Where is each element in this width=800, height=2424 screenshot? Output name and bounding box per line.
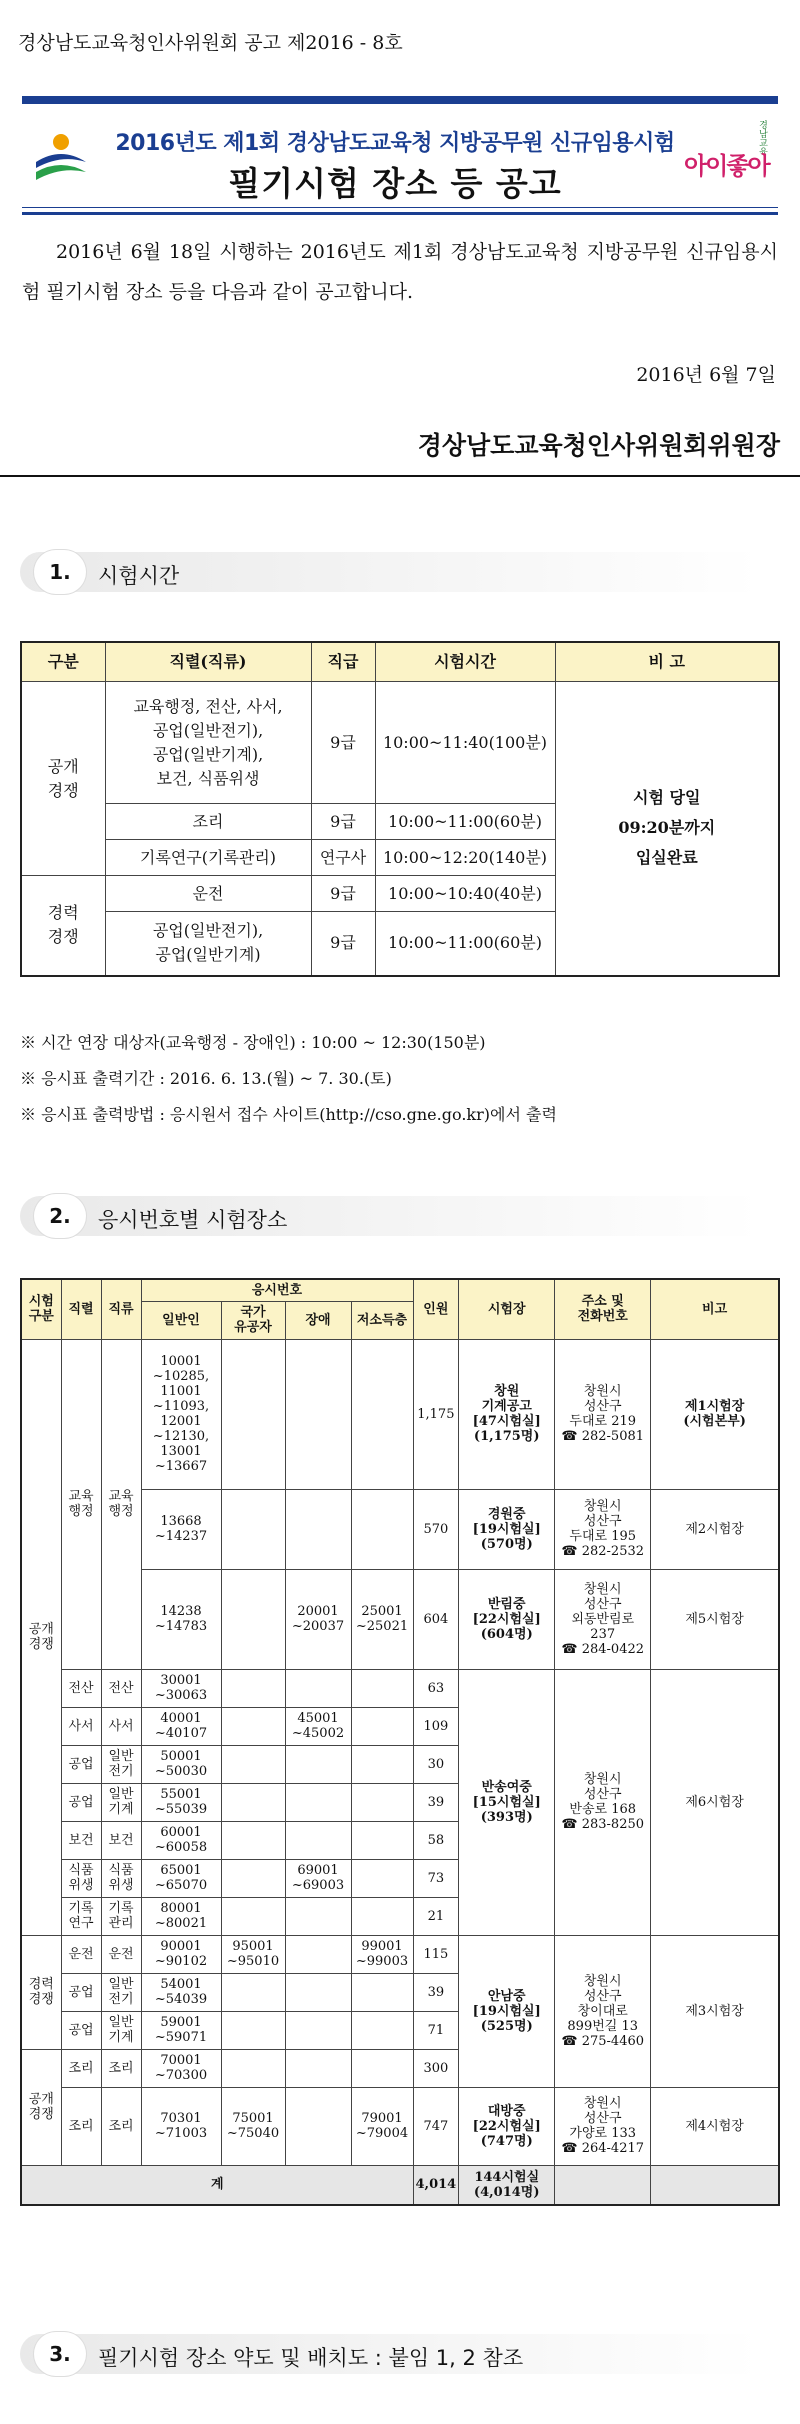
section-2-heading (20, 1196, 780, 1236)
time-cell: 10:00~12:20(140분) (375, 840, 555, 876)
lowincome-range: 25001 ~25021 (351, 1569, 413, 1669)
general-range: 30001 ~30063 (141, 1669, 221, 1707)
section-number: 2. (34, 1194, 86, 1238)
grade-cell: 9급 (311, 682, 375, 804)
total-label: 계 (21, 2165, 413, 2205)
veteran-range (221, 1707, 285, 1745)
disabled-range (285, 1489, 351, 1569)
series-cell: 운전 (105, 876, 311, 912)
count-cell: 115 (413, 1935, 459, 1973)
general-range: 70001 ~70300 (141, 2049, 221, 2087)
lowincome-range: 79001 ~79004 (351, 2087, 413, 2165)
general-range: 50001 ~50030 (141, 1745, 221, 1783)
address-cell: 창원시 성산구 외동반림로 237 ☎ 284-0422 (555, 1569, 651, 1669)
sub-cell: 조리 (101, 2087, 141, 2165)
series-cell: 공업 (61, 2011, 101, 2049)
time-cell: 10:00~11:00(60분) (375, 912, 555, 976)
general-range: 60001 ~60058 (141, 1821, 221, 1859)
grade-cell: 9급 (311, 912, 375, 976)
count-cell: 300 (413, 2049, 459, 2087)
col-header: 저소득층 (351, 1301, 413, 1339)
remark-cell: 제6시험장 (651, 1669, 779, 1935)
document-number: 경상남도교육청인사위원회 공고 제2016 - 8호 (18, 32, 403, 54)
lowincome-range (351, 1783, 413, 1821)
site-cell: 창원 기계공고 [47시험실] (1,175명) (459, 1339, 555, 1489)
series-cell: 사서 (61, 1707, 101, 1745)
disabled-range: 69001 ~69003 (285, 1859, 351, 1897)
grade-cell: 9급 (311, 876, 375, 912)
lowincome-range (351, 1339, 413, 1489)
time-cell: 10:00~11:00(60분) (375, 804, 555, 840)
col-header: 직렬 (61, 1279, 101, 1339)
sub-cell: 일반 기계 (101, 2011, 141, 2049)
col-header: 국가 유공자 (221, 1301, 285, 1339)
section-1-heading (20, 552, 780, 592)
banner-thin-line (22, 207, 778, 208)
count-cell: 39 (413, 1973, 459, 2011)
emblem-logo (30, 128, 92, 190)
col-header: 주소 및 전화번호 (555, 1279, 651, 1339)
veteran-range (221, 1569, 285, 1669)
col-header: 시험 구분 (21, 1279, 61, 1339)
series-cell: 공업(일반전기), 공업(일반기계) (105, 912, 311, 976)
col-header: 구분 (21, 642, 105, 682)
section-title: 필기시험 장소 약도 및 배치도 : 붙임 1, 2 참조 (98, 2346, 524, 2370)
general-range: 55001 ~55039 (141, 1783, 221, 1821)
note-line: ※ 응시표 출력방법 : 응시원서 접수 사이트(http://cso.gne.go.kr)에서 출력 (20, 1105, 557, 1124)
disabled-range (285, 1935, 351, 1973)
group-cell: 공개 경쟁 (21, 1339, 61, 1935)
series-cell: 전산 (61, 1669, 101, 1707)
count-cell: 747 (413, 2087, 459, 2165)
lowincome-range (351, 1897, 413, 1935)
time-cell: 10:00~10:40(40분) (375, 876, 555, 912)
general-range: 59001 ~59071 (141, 2011, 221, 2049)
disabled-range (285, 2011, 351, 2049)
count-cell: 1,175 (413, 1339, 459, 1489)
sub-cell: 조리 (101, 2049, 141, 2087)
disabled-range (285, 1745, 351, 1783)
count-cell: 604 (413, 1569, 459, 1669)
disabled-range: 20001 ~20037 (285, 1569, 351, 1669)
lowincome-range (351, 1821, 413, 1859)
sub-cell: 기록 관리 (101, 1897, 141, 1935)
total-row (21, 2165, 779, 2205)
sub-cell: 식품 위생 (101, 1859, 141, 1897)
exam-time-table (20, 641, 780, 977)
remark-cell: 제2시험장 (651, 1489, 779, 1569)
lowincome-range (351, 2011, 413, 2049)
total-empty (555, 2165, 651, 2205)
group-cell: 공개 경쟁 (21, 682, 105, 876)
site-cell: 경원중 [19시험실] (570명) (459, 1489, 555, 1569)
remark-cell: 제1시험장 (시험본부) (651, 1339, 779, 1489)
grade-cell: 연구사 (311, 840, 375, 876)
series-cell: 공업 (61, 1783, 101, 1821)
series-cell: 보건 (61, 1821, 101, 1859)
lowincome-range (351, 1669, 413, 1707)
col-header: 시험장 (459, 1279, 555, 1339)
disabled-range (285, 2049, 351, 2087)
section-number: 3. (34, 2332, 86, 2376)
banner-title: 2016년도 제1회 경상남도교육청 지방공무원 신규임용시험 (115, 131, 675, 156)
remark-cell: 제5시험장 (651, 1569, 779, 1669)
sub-cell: 보건 (101, 1821, 141, 1859)
veteran-range (221, 1339, 285, 1489)
disabled-range (285, 1783, 351, 1821)
col-header: 시험시간 (375, 642, 555, 682)
veteran-range: 95001 ~95010 (221, 1935, 285, 1973)
lowincome-range (351, 2049, 413, 2087)
disabled-range (285, 1897, 351, 1935)
note-line: ※ 응시표 출력기간 : 2016. 6. 13.(월) ~ 7. 30.(토) (20, 1069, 392, 1088)
veteran-range (221, 1859, 285, 1897)
disabled-range (285, 1339, 351, 1489)
site-cell: 반림중 [22시험실] (604명) (459, 1569, 555, 1669)
series-cell: 식품 위생 (61, 1859, 101, 1897)
col-header: 일반인 (141, 1301, 221, 1339)
general-range: 80001 ~80021 (141, 1897, 221, 1935)
lowincome-range (351, 1707, 413, 1745)
remark-cell: 시험 당일 09:20분까지 입실완료 (555, 682, 779, 976)
section-number: 1. (34, 550, 86, 594)
series-cell: 공업 (61, 1745, 101, 1783)
series-cell: 공업 (61, 1973, 101, 2011)
disabled-range (285, 1973, 351, 2011)
lowincome-range (351, 1973, 413, 2011)
lowincome-range (351, 1859, 413, 1897)
sub-cell: 교육 행정 (101, 1339, 141, 1669)
col-header: 비 고 (555, 642, 779, 682)
address-cell: 창원시 성산구 두대로 219 ☎ 282-5081 (555, 1339, 651, 1489)
series-cell: 교육행정, 전산, 사서, 공업(일반전기), 공업(일반기계), 보건, 식품위생 (105, 682, 311, 804)
col-header: 장애 (285, 1301, 351, 1339)
veteran-range (221, 1489, 285, 1569)
group-cell: 경력 경쟁 (21, 1935, 61, 2049)
sub-cell: 일반 기계 (101, 1783, 141, 1821)
section-3-heading (20, 2334, 780, 2374)
veteran-range: 75001 ~75040 (221, 2087, 285, 2165)
lowincome-range (351, 1745, 413, 1783)
series-cell: 조리 (61, 2049, 101, 2087)
banner-top-bar (22, 96, 778, 104)
lowincome-range (351, 1489, 413, 1569)
section-title: 응시번호별 시험장소 (98, 1208, 288, 1232)
col-header: 인원 (413, 1279, 459, 1339)
group-cell: 경력 경쟁 (21, 876, 105, 976)
series-cell: 기록 연구 (61, 1897, 101, 1935)
count-cell: 570 (413, 1489, 459, 1569)
address-cell: 창원시 성산구 두대로 195 ☎ 282-2532 (555, 1489, 651, 1569)
slogan-logo (680, 118, 775, 196)
disabled-range (285, 1669, 351, 1707)
series-cell: 조리 (61, 2087, 101, 2165)
address-cell: 창원시 성산구 가양로 133 ☎ 264-4217 (555, 2087, 651, 2165)
count-cell: 109 (413, 1707, 459, 1745)
veteran-range (221, 1821, 285, 1859)
count-cell: 30 (413, 1745, 459, 1783)
veteran-range (221, 1973, 285, 2011)
section-title: 시험시간 (98, 564, 180, 588)
general-range: 14238 ~14783 (141, 1569, 221, 1669)
address-cell: 창원시 성산구 창이대로 899번길 13 ☎ 275-4460 (555, 1935, 651, 2087)
site-cell: 안남중 [19시험실] (525명) (459, 1935, 555, 2087)
disabled-range: 45001 ~45002 (285, 1707, 351, 1745)
series-cell: 조리 (105, 804, 311, 840)
veteran-range (221, 1897, 285, 1935)
count-cell: 63 (413, 1669, 459, 1707)
col-header: 비고 (651, 1279, 779, 1339)
group-cell: 공개 경쟁 (21, 2049, 61, 2165)
series-cell: 교육 행정 (61, 1339, 101, 1669)
count-cell: 39 (413, 1783, 459, 1821)
veteran-range (221, 2011, 285, 2049)
general-range: 70301 ~71003 (141, 2087, 221, 2165)
slogan-text: 아이좋아 (684, 152, 769, 180)
general-range: 10001 ~10285, 11001 ~11093, 12001 ~12130, 13001 ~13667 (141, 1339, 221, 1489)
veteran-range (221, 1669, 285, 1707)
veteran-range (221, 1745, 285, 1783)
lowincome-range: 99001 ~99003 (351, 1935, 413, 1973)
banner-subtitle: 필기시험 장소 등 공고 (228, 164, 562, 203)
veteran-range (221, 1783, 285, 1821)
slogan-small: 경남교육 (757, 120, 767, 156)
general-range: 13668 ~14237 (141, 1489, 221, 1569)
total-count: 4,014 (413, 2165, 459, 2205)
general-range: 90001 ~90102 (141, 1935, 221, 1973)
signature: 경상남도교육청인사위원회위원장 (417, 431, 780, 460)
count-cell: 73 (413, 1859, 459, 1897)
sub-cell: 전산 (101, 1669, 141, 1707)
veteran-range (221, 2049, 285, 2087)
total-empty (651, 2165, 779, 2205)
total-site: 144시험실 (4,014명) (459, 2165, 555, 2205)
disabled-range (285, 2087, 351, 2165)
site-cell: 대방중 [22시험실] (747명) (459, 2087, 555, 2165)
sub-cell: 일반 전기 (101, 1973, 141, 2011)
banner-bottom-bar (22, 212, 778, 215)
sub-cell: 운전 (101, 1935, 141, 1973)
grade-cell: 9급 (311, 804, 375, 840)
intro-paragraph: 2016년 6월 18일 시행하는 2016년도 제1회 경상남도교육청 지방공무원 신규임용시험 필기시험 장소 등을 다음과 같이 공고합니다. (22, 241, 778, 303)
general-range: 54001 ~54039 (141, 1973, 221, 2011)
count-cell: 21 (413, 1897, 459, 1935)
disabled-range (285, 1821, 351, 1859)
time-cell: 10:00~11:40(100분) (375, 682, 555, 804)
venue-table (20, 1278, 780, 2206)
site-cell: 반송여중 [15시험실] (393명) (459, 1669, 555, 1935)
sub-cell: 일반 전기 (101, 1745, 141, 1783)
series-cell: 운전 (61, 1935, 101, 1973)
sub-cell: 사서 (101, 1707, 141, 1745)
general-range: 40001 ~40107 (141, 1707, 221, 1745)
col-header: 직급 (311, 642, 375, 682)
divider (0, 475, 800, 477)
col-header: 직렬(직류) (105, 642, 311, 682)
announcement-date: 2016년 6월 7일 (636, 364, 776, 386)
general-range: 65001 ~65070 (141, 1859, 221, 1897)
remark-cell: 제3시험장 (651, 1935, 779, 2087)
count-cell: 71 (413, 2011, 459, 2049)
remark-cell: 제4시험장 (651, 2087, 779, 2165)
col-header: 직류 (101, 1279, 141, 1339)
series-cell: 기록연구(기록관리) (105, 840, 311, 876)
count-cell: 58 (413, 1821, 459, 1859)
note-line: ※ 시간 연장 대상자(교육행정 - 장애인) : 10:00 ~ 12:30(150분) (20, 1033, 486, 1052)
address-cell: 창원시 성산구 반송로 168 ☎ 283-8250 (555, 1669, 651, 1935)
col-header: 응시번호 (141, 1279, 413, 1301)
